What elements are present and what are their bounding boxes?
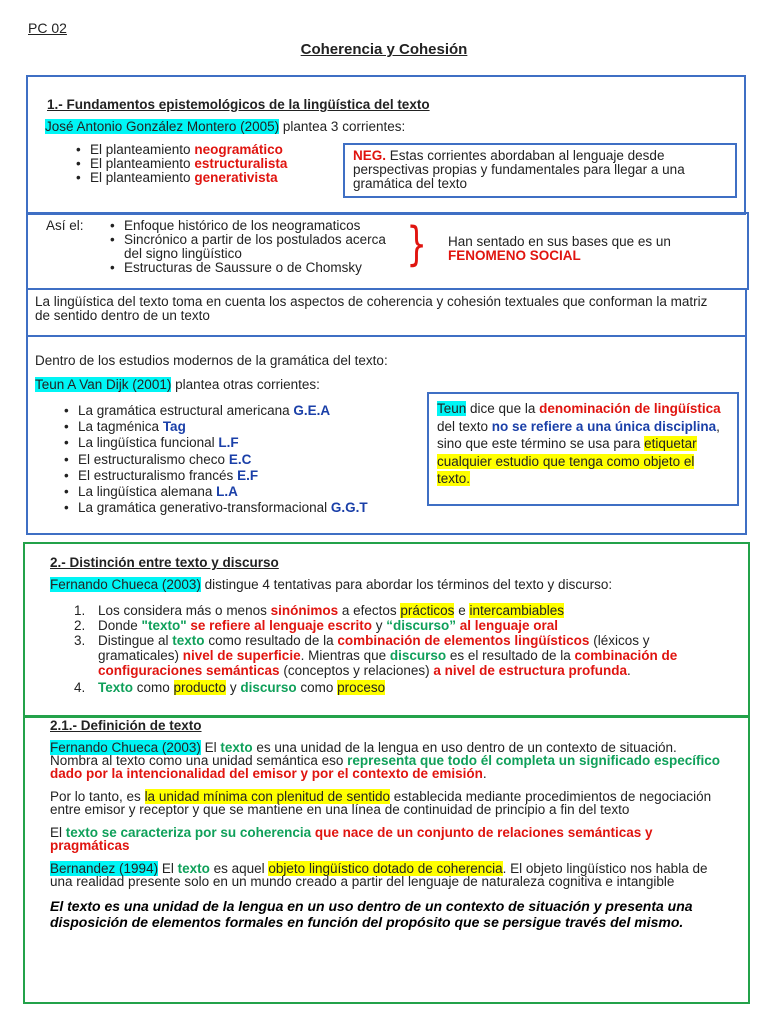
list-item: • El estructuralismo checo E.C — [62, 452, 432, 468]
paragraph-chueca: Fernando Chueca (2003) El texto es una unidad de la lengua en uso dentro de un contexto de situación. Nombra al texto como una unidad semántica eso representa que todo él completa un significado específico dado por la intencionalidad del emisor y por el contexto de emisión. — [50, 740, 721, 781]
estudios-intro: Dentro de los estudios modernos de la gramática del texto: — [35, 353, 388, 368]
enfoques-list — [108, 219, 406, 275]
list-item: • El estructuralismo francés E.F — [62, 468, 432, 484]
teun-box: Teun dice que la denominación de lingüística del texto no se refiere a una única disciplina, sino que este término se usa para etiquetar cualquier estudio que tenga como objeto el texto. — [427, 392, 739, 506]
document-code: PC 02 — [28, 20, 67, 36]
list-item: • La tagménica Tag — [62, 419, 432, 435]
chueca-intro: Fernando Chueca (2003) distingue 4 tentativas para abordar los términos del texto y discurso: — [50, 577, 613, 592]
list-item: • La lingüística funcional L.F — [62, 435, 432, 451]
list-item: • Sincrónico a partir de los postulados acerca del signo lingüístico — [108, 233, 406, 261]
list-item: 1. Los considera más o menos sinónimos a efectos prácticos e intercambiables — [74, 603, 564, 618]
definicion-content — [50, 741, 725, 930]
section-1-heading: 1.- Fundamentos epistemológicos de la lingüística del texto — [47, 97, 430, 112]
fenomeno-note: Han sentado en sus bases que es un FENOMENO SOCIAL — [448, 234, 671, 263]
author-gonzalez: José Antonio González Montero (2005) — [45, 119, 280, 134]
list-item: • Estructuras de Saussure o de Chomsky — [108, 261, 406, 275]
section-2-1-heading: 2.1.- Definición de texto — [50, 718, 202, 733]
list-item: 3. Distingue al texto como resultado de la combinación de elementos lingüísticos (léxicos y gramaticales) nivel de superficie. Mientras que discurso es el resultado de la combinación de configuraciones semánticas (conceptos y relaciones) a nivel de estructura profunda. — [74, 633, 678, 678]
linguistica-text: La lingüística del texto toma en cuenta los aspectos de coherencia y cohesión textuales que conforman la matriz de sentido dentro de un texto — [35, 294, 708, 323]
list-item: • La gramática estructural americana G.E.A — [62, 403, 432, 419]
tentativas-list — [74, 603, 714, 695]
neg-text: Estas corrientes abordaban al lenguaje desde perspectivas propias y fundamentales para llegar a una gramática del texto — [353, 148, 685, 191]
gramaticas-list — [62, 403, 432, 516]
list-item: 4. Texto como producto y discurso como proceso — [74, 680, 386, 695]
vandijk-intro: Teun A Van Dijk (2001) plantea otras corrientes: — [35, 377, 320, 392]
neg-label: NEG. — [353, 148, 387, 163]
author-vandijk: Teun A Van Dijk (2001) — [35, 377, 172, 392]
page-title: Coherencia y Cohesión — [300, 41, 468, 58]
list-item: • El planteamiento neogramático — [74, 143, 344, 157]
neg-box — [343, 143, 737, 198]
list-item: • El planteamiento estructuralista — [74, 157, 344, 171]
right-brace: } — [406, 217, 427, 271]
list-item: • Enfoque histórico de los neogramaticos — [108, 219, 406, 233]
author-chueca: Fernando Chueca (2003) — [50, 577, 201, 592]
paragraph-unidad: Por lo tanto, es la unidad mínima con plenitud de sentido establecida mediante procedimientos de negociación entre emisor y receptor y que se mantiene en una línea de continuidad de principio a fin del texto — [50, 789, 712, 817]
section-1-intro: José Antonio González Montero (2005) plantea 3 corrientes: — [45, 119, 406, 134]
paragraph-conclusion: El texto es una unidad de la lengua en un uso dentro de un contexto de situación y presenta una disposición de elementos formales en función del propósito que se persigue través del mismo. — [50, 898, 693, 930]
list-item: • La gramática generativo-transformacional G.G.T — [62, 500, 432, 516]
paragraph-coherencia: El texto se caracteriza por su coherencia que nace de un conjunto de relaciones semánticas y pragmáticas — [50, 825, 653, 853]
list-item: • El planteamiento generativista — [74, 171, 344, 185]
asi-label: Así el: — [46, 218, 84, 233]
list-item: 2. Donde "texto" se refiere al lenguaje escrito y “discurso” al lenguaje oral — [74, 618, 559, 633]
paragraph-bernandez: Bernandez (1994) El texto es aquel objeto lingüístico dotado de coherencia. El objeto lingüístico nos habla de una realidad presente solo en un mundo creado a partir del lenguaje de naturaleza cognitiva e intangible — [50, 861, 708, 889]
section-2-heading: 2.- Distinción entre texto y discurso — [50, 555, 279, 570]
corrientes-list — [74, 143, 344, 185]
list-item: • La lingüística alemana L.A — [62, 484, 432, 500]
